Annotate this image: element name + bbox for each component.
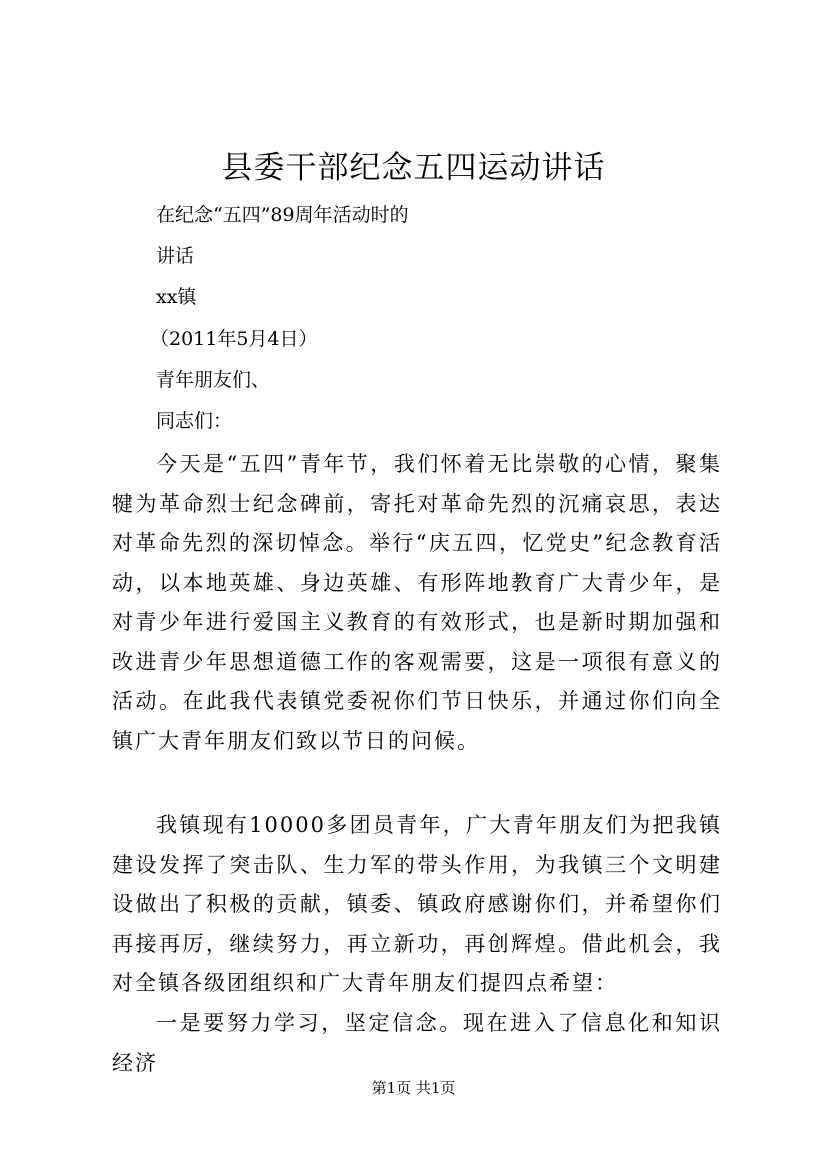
speaker-line: xx镇 bbox=[156, 286, 197, 308]
subtitle-line-1: 在纪念“五四”89周年活动时的 bbox=[156, 204, 409, 226]
salutation-line-2: 同志们： bbox=[156, 410, 233, 432]
body-paragraph-1: 今天是“五四”青年节，我们怀着无比崇敬的心情，聚集犍为革命烈士纪念碑前，寄托对革命先烈的沉痛哀思，表达对革命先烈的深切悼念。举行“庆五四，忆党史”纪念教育活动，以本地英雄、身边英雄、有形阵地教育广大青少年，是对青少年进行爱国主义教育的有效形式，也是新时期加强和改进青少年思想道德工作的客观需要，这是一项很有意义的活动。在此我代表镇党委祝你们节日快乐，并通过你们向全镇广大青年朋友们致以节日的问候。 bbox=[112, 452, 722, 753]
subtitle-line-2: 讲话 bbox=[156, 245, 195, 267]
date-line: （2011年5月4日） bbox=[150, 328, 318, 350]
salutation-line-1: 青年朋友们、 bbox=[156, 369, 271, 391]
body-paragraph-2: 我镇现有10000多团员青年，广大青年朋友们为把我镇建设发挥了突击队、生力军的带头作用，为我镇三个文明建设做出了积极的贡献，镇委、镇政府感谢你们，并希望你们再接再厉，继续努力，再立新功，再创辉煌。借此机会，我对全镇各级团组织和广大青年朋友们提四点希望： bbox=[112, 813, 722, 995]
body-paragraph-3: 一是要努力学习，坚定信念。现在进入了信息化和知识经济 bbox=[112, 1011, 722, 1075]
document-title: 县委干部纪念五四运动讲话 bbox=[221, 150, 606, 186]
page-footer: 第1页 共1页 bbox=[371, 1079, 456, 1097]
